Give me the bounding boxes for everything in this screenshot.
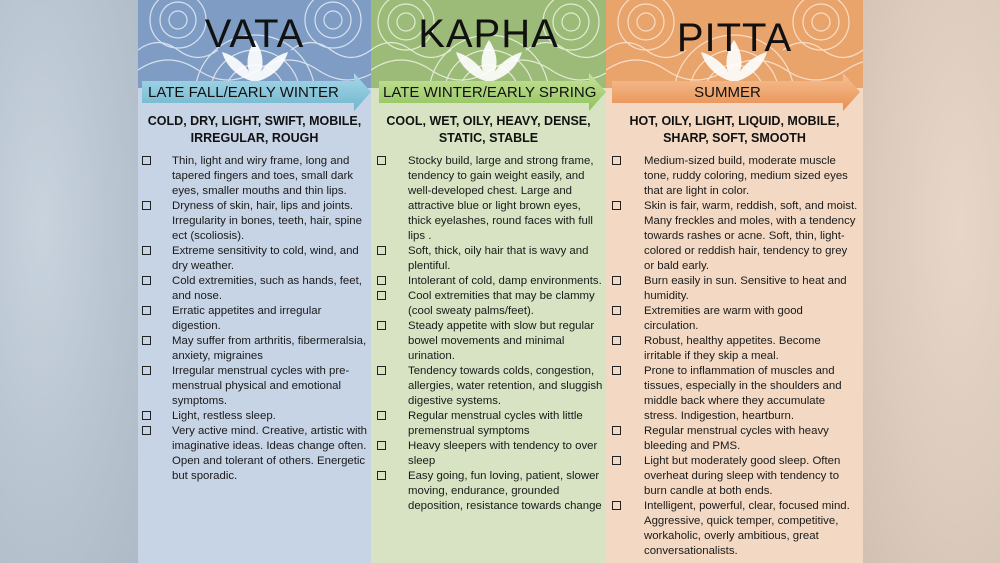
checkbox-icon [377, 441, 386, 450]
checkbox-icon [142, 306, 151, 315]
kapha-qualities: COOL, WET, OILY, HEAVY, DENSE, STATIC, STABLE [386, 114, 591, 145]
checkbox-icon [142, 246, 151, 255]
pitta-season-arrow [612, 73, 860, 111]
vata-trait-list [142, 154, 367, 484]
checkbox-icon [142, 336, 151, 345]
right-background-panel [863, 0, 1000, 563]
list-item: Very active mind. Creative, artistic with imaginative ideas. Ideas change often. Open and tolerant of others. Energetic but sporadic. [142, 424, 367, 484]
vata-column [138, 0, 371, 563]
checkbox-icon [142, 366, 151, 375]
list-item: Light, restless sleep. [142, 409, 367, 424]
checkbox-icon [377, 156, 386, 165]
pitta-column [606, 0, 863, 563]
checkbox-icon [612, 426, 621, 435]
list-item: Intelligent, powerful, clear, focused mind. Aggressive, quick temper, competitive, workaholic, overly ambitious, great conversationalists. [612, 499, 860, 559]
kapha-title: KAPHA [418, 12, 559, 56]
list-item: Soft, thick, oily hair that is wavy and plentiful. [377, 244, 605, 274]
list-item: Erratic appetites and irregular digestion. [142, 304, 367, 334]
pitta-season-label: SUMMER [694, 84, 761, 101]
pitta-trait-list [612, 154, 860, 559]
checkbox-icon [142, 411, 151, 420]
checkbox-icon [142, 156, 151, 165]
list-item: May suffer from arthritis, fibermeralsia, anxiety, migraines [142, 334, 367, 364]
list-item: Tendency towards colds, congestion, allergies, water retention, and sluggish digestive systems. [377, 364, 605, 409]
vata-season-arrow [142, 73, 371, 111]
kapha-trait-list [377, 154, 605, 514]
list-item: Regular menstrual cycles with heavy bleeding and PMS. [612, 424, 860, 454]
list-item: Steady appetite with slow but regular bowel movements and minimal urination. [377, 319, 605, 364]
kapha-season-arrow [379, 73, 606, 111]
checkbox-icon [612, 366, 621, 375]
list-item: Stocky build, large and strong frame, tendency to gain weight easily, and well-developed chest. Large and attractive blue or light brown eyes, thick eyelashes, round faces with full lips . [377, 154, 605, 244]
vata-qualities: COLD, DRY, LIGHT, SWIFT, MOBILE, IRREGULAR, ROUGH [147, 114, 362, 145]
list-item: Intolerant of cold, damp environments. [377, 274, 605, 289]
checkbox-icon [377, 246, 386, 255]
checkbox-icon [377, 411, 386, 420]
list-item: Irregular menstrual cycles with pre-menstrual physical and emotional symptoms. [142, 364, 367, 409]
list-item: Cold extremities, such as hands, feet, and nose. [142, 274, 367, 304]
checkbox-icon [377, 291, 386, 300]
checkbox-icon [142, 201, 151, 210]
checkbox-icon [612, 306, 621, 315]
list-item: Burn easily in sun. Sensitive to heat and humidity. [612, 274, 860, 304]
checkbox-icon [612, 276, 621, 285]
vata-season-label: LATE FALL/EARLY WINTER [148, 84, 339, 101]
checkbox-icon [377, 321, 386, 330]
list-item: Easy going, fun loving, patient, slower moving, endurance, grounded deposition, resistance towards change [377, 469, 605, 514]
checkbox-icon [142, 276, 151, 285]
list-item: Medium-sized build, moderate muscle tone, ruddy coloring, medium sized eyes that are light in color. [612, 154, 860, 199]
checkbox-icon [612, 201, 621, 210]
vata-title: VATA [204, 12, 305, 56]
pitta-title: PITTA [676, 16, 793, 60]
list-item: Thin, light and wiry frame, long and tapered fingers and toes, small dark eyes, smaller mouths and thin lips. [142, 154, 367, 199]
list-item: Prone to inflammation of muscles and tissues, especially in the shoulders and middle back where they accumulate stress. Indigestion, heartburn. [612, 364, 860, 424]
list-item: Skin is fair, warm, reddish, soft, and moist. Many freckles and moles, with a tendency towards rashes or acne. Soft, thin, light-colored or reddish hair, tendency to grey or bald early. [612, 199, 860, 274]
checkbox-icon [377, 366, 386, 375]
list-item: Robust, healthy appetites. Become irritable if they skip a meal. [612, 334, 860, 364]
list-item: Dryness of skin, hair, lips and joints. Irregularity in bones, teeth, hair, spine ect (scoliosis). [142, 199, 367, 244]
checkbox-icon [612, 336, 621, 345]
list-item: Extreme sensitivity to cold, wind, and dry weather. [142, 244, 367, 274]
checkbox-icon [612, 501, 621, 510]
list-item: Regular menstrual cycles with little premenstrual symptoms [377, 409, 605, 439]
checkbox-icon [612, 156, 621, 165]
list-item: Heavy sleepers with tendency to over sleep [377, 439, 605, 469]
checkbox-icon [612, 456, 621, 465]
list-item: Extremities are warm with good circulation. [612, 304, 860, 334]
kapha-season-label: LATE WINTER/EARLY SPRING [383, 84, 597, 101]
left-background-panel [0, 0, 138, 563]
pitta-qualities: HOT, OILY, LIGHT, LIQUID, MOBILE, SHARP, SOFT, SMOOTH [629, 114, 840, 145]
checkbox-icon [377, 276, 386, 285]
list-item: Cool extremities that may be clammy (cool sweaty palms/feet). [377, 289, 605, 319]
checkbox-icon [142, 426, 151, 435]
checkbox-icon [377, 471, 386, 480]
kapha-column [371, 0, 606, 563]
list-item: Light but moderately good sleep. Often overheat during sleep with tendency to burn candle at both ends. [612, 454, 860, 499]
